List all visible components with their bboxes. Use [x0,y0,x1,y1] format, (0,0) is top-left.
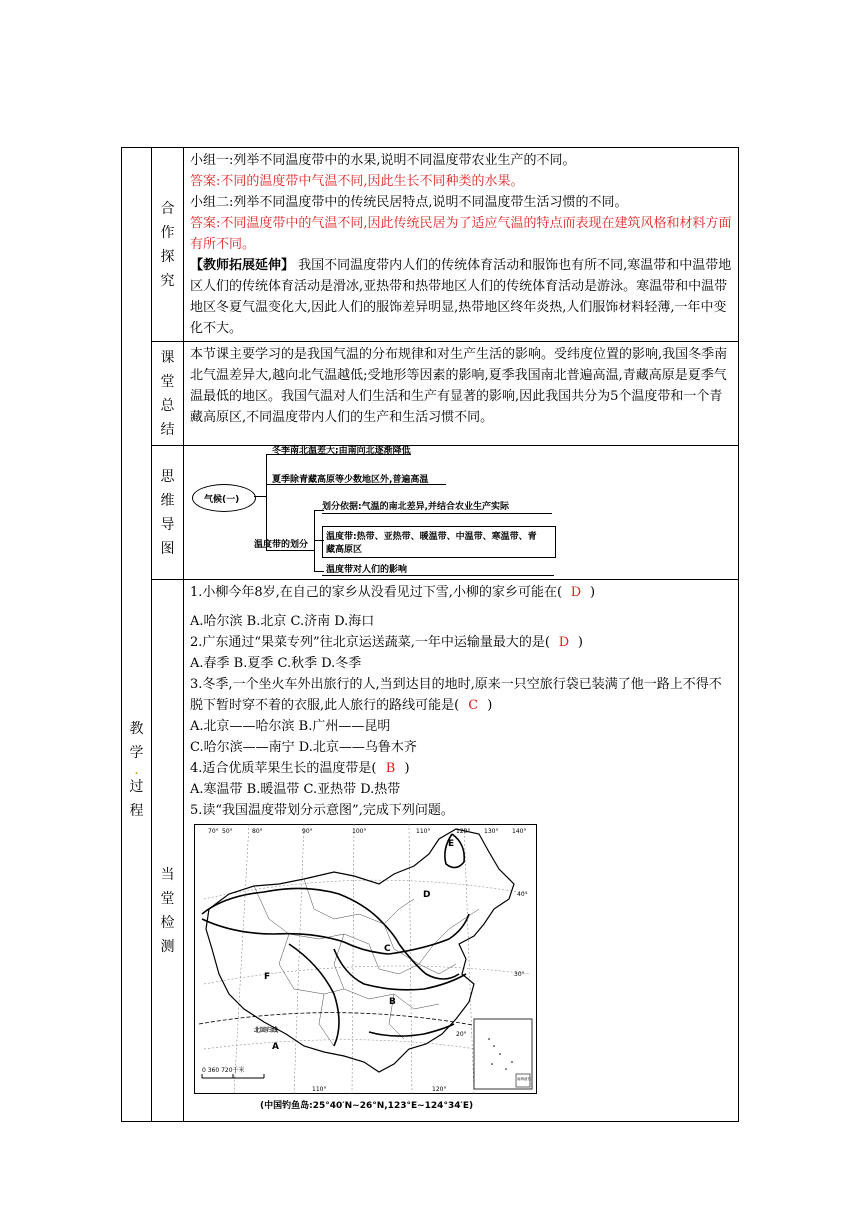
latitude-label: 40° [517,891,528,898]
teacher-extension: 【教师拓展延伸】 我国不同温度带内人们的传统体育活动和服饰也有所不同,寒温带和中温带地区人们的传统体育活动是滑冰,亚热带和热带地区人们的传统体育活动是游泳。寒温带和中温带地区冬夏气温变化大,因此人们的服饰差异明显,热带地区终年炎热,人们服饰材料轻薄,一年中变化不大。 [190,258,732,336]
q1-answer: D [570,585,582,600]
quiz-label: 当 堂 检 测 [152,580,184,1122]
latitude-label: 20° [456,1031,467,1038]
tropic-label: 北回归线 [254,1027,279,1034]
q3: 3.冬季,一个坐火车外出旅行的人,当到达目的地时,原来一只空旅行袋已装满了他一路上不得不脱下暂时穿不着的衣服,此人旅行的路线可能是( C ) [190,674,734,716]
mindmap-sub-basis: 划分依据:气温的南北差异,并结合农业生产实际 [322,502,510,512]
mindmap-branch-winter: 冬季南北温差大;由南向北逐渐降低 [272,446,411,456]
mindmap-sub-impact: 温度带对人们的影响 [326,565,408,575]
longitude-label: 140° [512,828,527,835]
q3-answer: C [468,698,479,713]
q3-options-2: C.哈尔滨——南宁 D.北京——乌鲁木齐 [190,740,417,755]
inset-label: 南海诸岛 [517,1077,531,1081]
region-letter-d: D [423,890,431,900]
q2-answer: D [558,635,570,650]
map-caption: (中国钓鱼岛:25°40′N~26°N,123°E~124°34′E) [260,1101,474,1111]
mind-map [184,446,738,576]
mindmap-root: 气候(一) [204,495,240,505]
scale-label: 0 360 720千米 [202,1067,245,1074]
cooperative-label: 合 作 探 究 [152,148,184,342]
region-letter-a: A [272,1042,279,1052]
mindmap-sub-zones-1: 温度带:热带、亚热带、暖温带、中温带、寒温带、青 [326,532,537,542]
mindmap-branch-division: 温度带的划分 [254,540,309,550]
q1-options: A.哈尔滨 B.北京 C.济南 D.海口 [190,614,375,629]
region-letter-c: C [384,944,391,954]
q4: 4.适合优质苹果生长的温度带是( B ) [190,758,734,779]
group1-question: 小组一:列举不同温度带中的水果,说明不同温度带农业生产的不同。 [190,153,576,168]
q3-options-1: A.北京——哈尔滨 B.广州——昆明 [190,719,391,734]
summary-text: 本节课主要学习的是我国气温的分布规律和对生产生活的影响。受纬度位置的影响,我国冬季南北气温差异大,越向北气温越低;受地形等因素的影响,夏季我国南北普遍高温,青藏高原是夏季气温最低的地区。我国气温对人们生活和生产有显著的影响,因此我国共分为5个温度带和一个青藏高原区,不同温度带内人们的生产和生活习惯不同。 [190,347,728,425]
q4-answer: B [385,761,396,776]
longitude-label: 50° [222,828,233,835]
group1-answer: 答案:不同的温度带中气温不同,因此生长不同种类的水果。 [190,174,524,189]
q2: 2.广东通过“果菜专列”往北京运送蔬菜,一年中运输量最大的是( D ) [190,632,734,653]
q2-options: A.春季 B.夏季 C.秋季 D.冬季 [190,656,362,671]
mindmap-sub-zones-2: 藏高原区 [326,545,363,555]
longitude-label: 100° [352,828,367,835]
mindmap-branch-summer: 夏季除青藏高原等少数地区外,普遍高温 [272,475,429,485]
cooperative-content [184,148,739,342]
lesson-table [121,147,739,1122]
summary-content [184,342,739,446]
region-letter-f: F [264,972,271,982]
longitude-label: 120° [432,1086,447,1093]
summary-label: 课 堂 总 结 [152,342,184,446]
region-letter-e: E [448,839,455,849]
group2-answer: 答案:不同温度带中的气温不同,因此传统民居为了适应气温的特点而表现在建筑风格和材料方面有所不同。 [190,216,732,252]
latitude-label: 30° [514,971,525,978]
q5: 5.读“我国温度带划分示意图”,完成下列问题。 [190,803,454,818]
q1: 1.小柳今年8岁,在自己的家乡从没看见过下雪,小柳的家乡可能在( D ) [190,582,734,603]
longitude-label: 80° [252,828,263,835]
longitude-label: 70° [208,828,219,835]
mindmap-content [184,446,739,580]
longitude-label: 90° [302,828,313,835]
region-letter-b: B [389,997,396,1007]
quiz-content [184,580,739,1122]
longitude-label: 120° [456,828,471,835]
longitude-label: 130° [484,828,499,835]
mindmap-label: 思 维 导 图 [152,446,184,580]
q4-options: A.寒温带 B.暖温带 C.亚热带 D.热带 [190,782,401,797]
temperature-zone-map [194,824,537,1094]
longitude-label: 110° [416,828,431,835]
longitude-label: 110° [312,1086,327,1093]
group2-question: 小组二:列举不同温度带中的传统民居特点,说明不同温度带生活习惯的不同。 [190,195,628,210]
teaching-process-label: 教 学 . 过 程 [122,148,152,1122]
